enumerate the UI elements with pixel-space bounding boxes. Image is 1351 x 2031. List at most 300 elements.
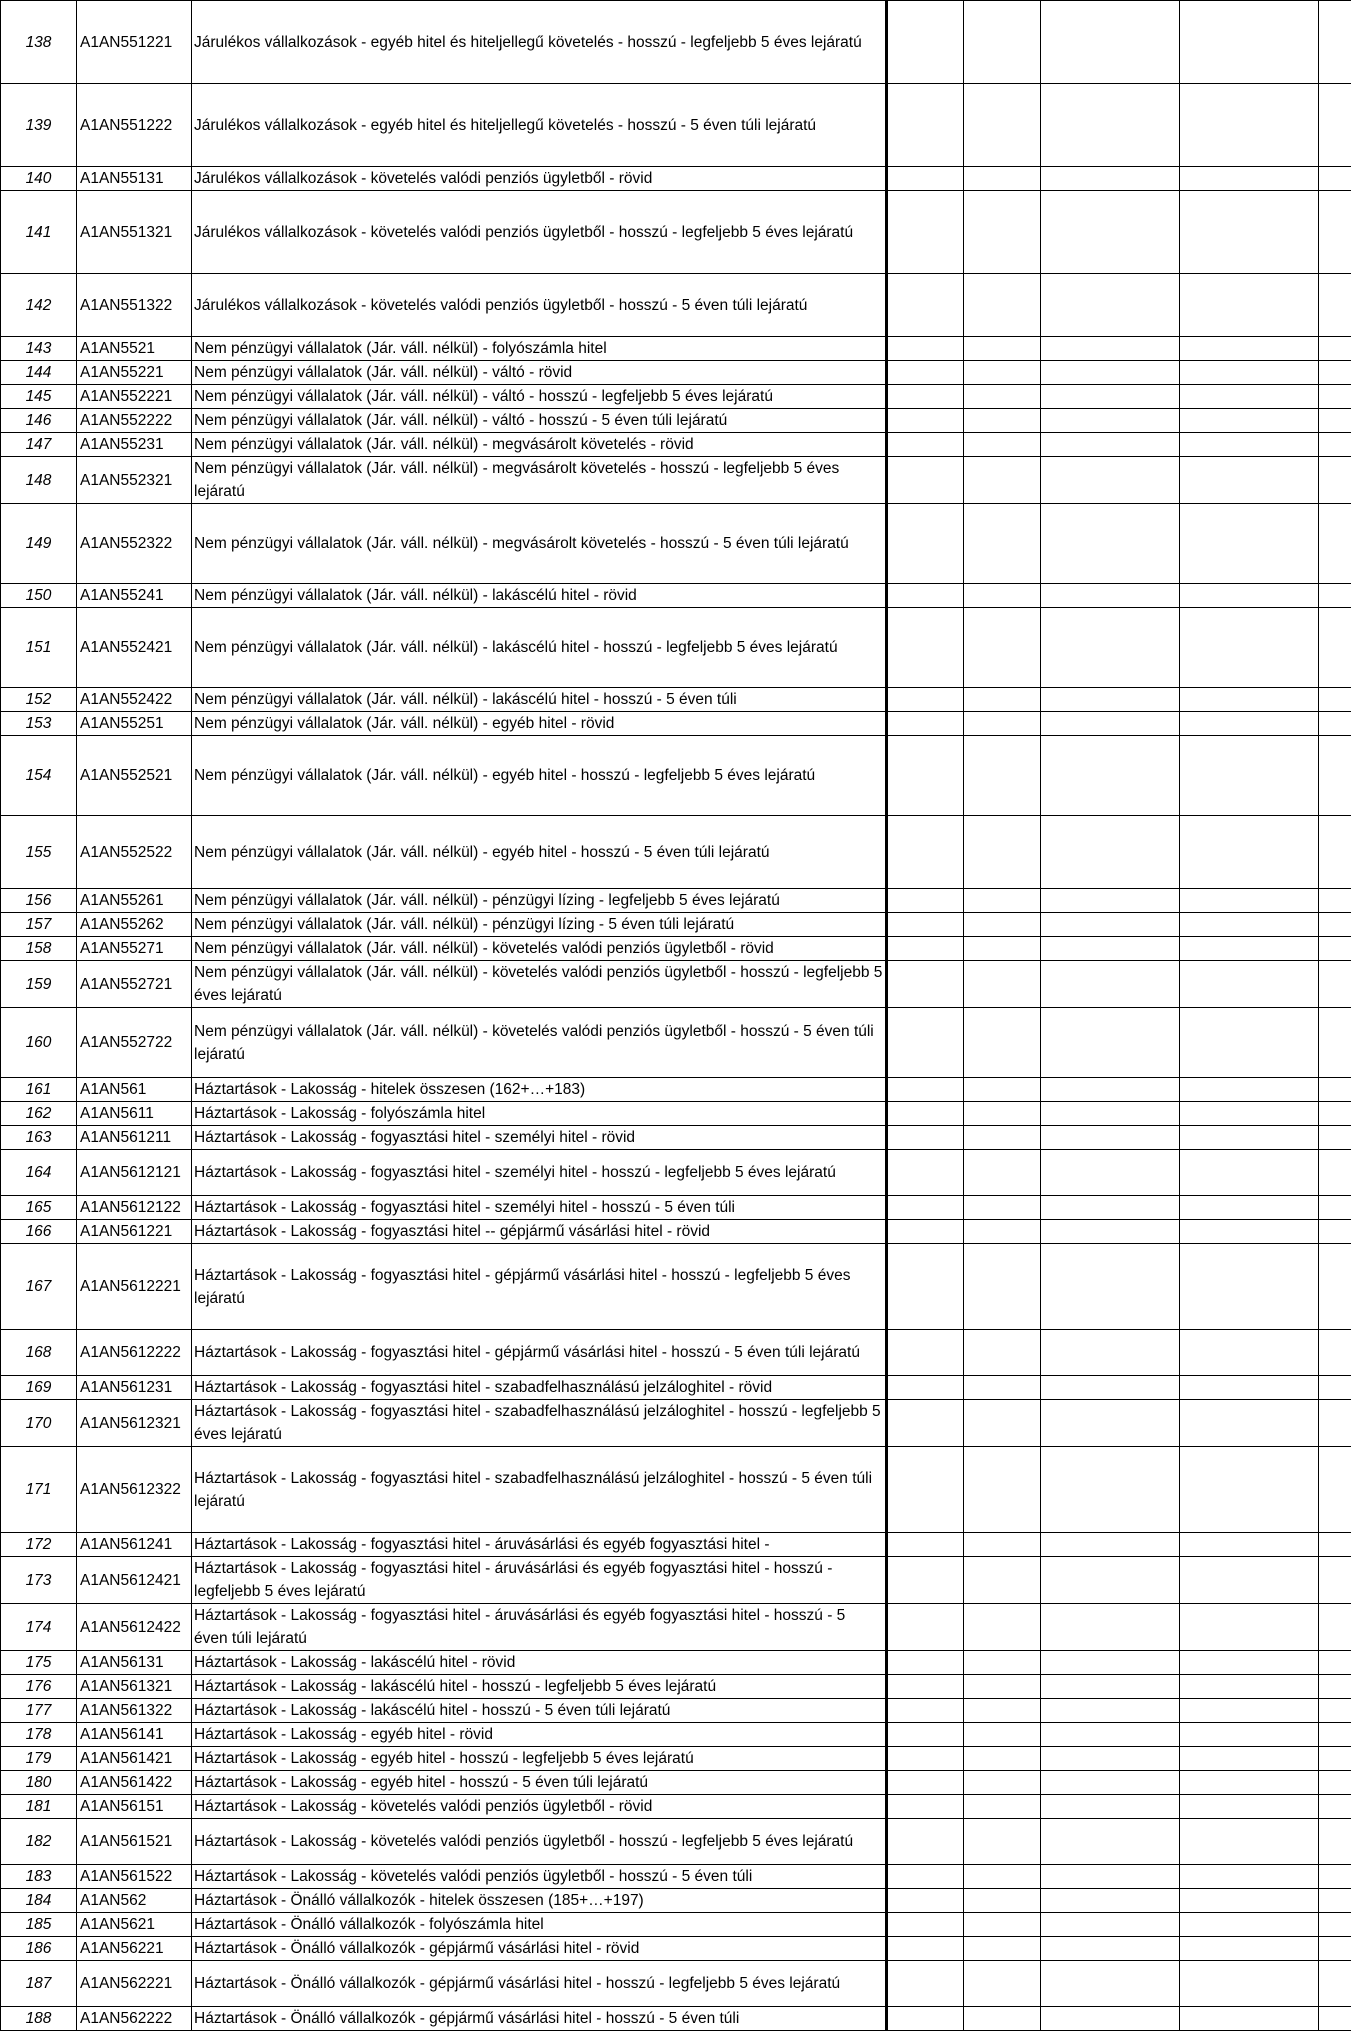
table-row — [1, 167, 1351, 191]
empty-value-cell[interactable] — [1180, 433, 1319, 457]
empty-value-cell[interactable] — [1041, 1651, 1180, 1675]
empty-value-cell[interactable] — [887, 1889, 964, 1913]
empty-value-cell[interactable] — [964, 84, 1041, 167]
empty-value-cell[interactable] — [887, 1008, 964, 1078]
empty-value-cell[interactable] — [1041, 1447, 1180, 1533]
empty-value-cell[interactable] — [887, 608, 964, 688]
empty-value-cell[interactable] — [1319, 1078, 1351, 1102]
empty-value-cell[interactable] — [964, 1126, 1041, 1150]
empty-value-cell[interactable] — [1180, 1795, 1319, 1819]
empty-value-cell[interactable] — [1041, 1819, 1180, 1865]
row-code: A1AN5621 — [77, 1913, 192, 1937]
row-number: 153 — [1, 712, 77, 736]
row-number: 182 — [1, 1819, 77, 1865]
row-code: A1AN562222 — [77, 2007, 192, 2031]
empty-value-cell[interactable] — [1180, 913, 1319, 937]
empty-value-cell[interactable] — [887, 504, 964, 584]
row-code: A1AN55251 — [77, 712, 192, 736]
empty-value-cell[interactable] — [1319, 1533, 1351, 1557]
empty-value-cell[interactable] — [887, 688, 964, 712]
empty-value-cell[interactable] — [1319, 274, 1351, 337]
empty-value-cell[interactable] — [1041, 504, 1180, 584]
empty-value-cell[interactable] — [1180, 457, 1319, 504]
empty-value-cell[interactable] — [1319, 1126, 1351, 1150]
empty-value-cell[interactable] — [964, 1937, 1041, 1961]
empty-value-cell[interactable] — [887, 937, 964, 961]
empty-value-cell[interactable] — [964, 1913, 1041, 1937]
empty-value-cell[interactable] — [964, 1150, 1041, 1196]
empty-value-cell[interactable] — [1041, 433, 1180, 457]
empty-value-cell[interactable] — [1180, 1078, 1319, 1102]
empty-value-cell[interactable] — [1041, 889, 1180, 913]
empty-value-cell[interactable] — [1041, 191, 1180, 274]
empty-value-cell[interactable] — [1180, 1, 1319, 84]
empty-value-cell[interactable] — [1041, 337, 1180, 361]
empty-value-cell[interactable] — [887, 1723, 964, 1747]
empty-value-cell[interactable] — [887, 1126, 964, 1150]
empty-value-cell[interactable] — [887, 584, 964, 608]
empty-value-cell[interactable] — [887, 1400, 964, 1447]
empty-value-cell[interactable] — [887, 736, 964, 816]
empty-value-cell[interactable] — [887, 337, 964, 361]
empty-value-cell[interactable] — [1319, 1102, 1351, 1126]
empty-value-cell[interactable] — [1180, 167, 1319, 191]
empty-value-cell[interactable] — [1180, 1604, 1319, 1651]
row-number: 160 — [1, 1008, 77, 1078]
row-code: A1AN552422 — [77, 688, 192, 712]
empty-value-cell[interactable] — [1041, 1126, 1180, 1150]
empty-value-cell[interactable] — [964, 1533, 1041, 1557]
empty-value-cell[interactable] — [1041, 736, 1180, 816]
empty-value-cell[interactable] — [1180, 337, 1319, 361]
empty-value-cell[interactable] — [1319, 409, 1351, 433]
empty-value-cell[interactable] — [1041, 167, 1180, 191]
empty-value-cell[interactable] — [887, 1330, 964, 1376]
empty-value-cell[interactable] — [1041, 1771, 1180, 1795]
empty-value-cell[interactable] — [1180, 1102, 1319, 1126]
empty-value-cell[interactable] — [964, 1008, 1041, 1078]
empty-value-cell[interactable] — [964, 816, 1041, 889]
empty-value-cell[interactable] — [887, 1604, 964, 1651]
empty-value-cell[interactable] — [964, 584, 1041, 608]
empty-value-cell[interactable] — [1041, 1533, 1180, 1557]
row-code: A1AN552222 — [77, 409, 192, 433]
empty-value-cell[interactable] — [964, 1675, 1041, 1699]
empty-value-cell[interactable] — [1319, 1150, 1351, 1196]
row-description: Nem pénzügyi vállalatok (Jár. váll. nélkül) - megvásárolt követelés - hosszú - legfeljebb 5 éves lejáratú — [192, 457, 887, 504]
empty-value-cell[interactable] — [1319, 1196, 1351, 1220]
empty-value-cell[interactable] — [887, 961, 964, 1008]
empty-value-cell[interactable] — [1041, 688, 1180, 712]
empty-value-cell[interactable] — [1319, 913, 1351, 937]
empty-value-cell[interactable] — [1180, 608, 1319, 688]
row-code: A1AN552722 — [77, 1008, 192, 1078]
empty-value-cell[interactable] — [1319, 1604, 1351, 1651]
empty-value-cell[interactable] — [1041, 1675, 1180, 1699]
empty-value-cell[interactable] — [1041, 816, 1180, 889]
empty-value-cell[interactable] — [887, 191, 964, 274]
row-description: Nem pénzügyi vállalatok (Jár. váll. nélkül) - egyéb hitel - hosszú - legfeljebb 5 éves lejáratú — [192, 736, 887, 816]
empty-value-cell[interactable] — [1041, 1937, 1180, 1961]
table-row — [1, 337, 1351, 361]
empty-value-cell[interactable] — [1180, 1889, 1319, 1913]
empty-value-cell[interactable] — [1180, 736, 1319, 816]
empty-value-cell[interactable] — [964, 889, 1041, 913]
empty-value-cell[interactable] — [1319, 1557, 1351, 1604]
empty-value-cell[interactable] — [1041, 608, 1180, 688]
empty-value-cell[interactable] — [1180, 1675, 1319, 1699]
empty-value-cell[interactable] — [887, 1533, 964, 1557]
empty-value-cell[interactable] — [1319, 337, 1351, 361]
empty-value-cell[interactable] — [1041, 457, 1180, 504]
empty-value-cell[interactable] — [1319, 191, 1351, 274]
empty-value-cell[interactable] — [1319, 961, 1351, 1008]
row-number: 162 — [1, 1102, 77, 1126]
empty-value-cell[interactable] — [1180, 1196, 1319, 1220]
empty-value-cell[interactable] — [964, 457, 1041, 504]
empty-value-cell[interactable] — [1319, 1795, 1351, 1819]
row-description: Járulékos vállalkozások - követelés valódi penziós ügyletből - hosszú - legfeljebb 5 éves lejáratú — [192, 191, 887, 274]
empty-value-cell[interactable] — [1041, 1604, 1180, 1651]
empty-value-cell[interactable] — [887, 84, 964, 167]
empty-value-cell[interactable] — [964, 736, 1041, 816]
empty-value-cell[interactable] — [1041, 1961, 1180, 2007]
empty-value-cell[interactable] — [964, 1651, 1041, 1675]
empty-value-cell[interactable] — [964, 1795, 1041, 1819]
row-code: A1AN551322 — [77, 274, 192, 337]
empty-value-cell[interactable] — [1319, 712, 1351, 736]
empty-value-cell[interactable] — [1180, 1865, 1319, 1889]
empty-value-cell[interactable] — [1319, 1244, 1351, 1330]
empty-value-cell[interactable] — [887, 1244, 964, 1330]
empty-value-cell[interactable] — [1180, 1723, 1319, 1747]
row-number: 155 — [1, 816, 77, 889]
empty-value-cell[interactable] — [887, 385, 964, 409]
empty-value-cell[interactable] — [964, 608, 1041, 688]
empty-value-cell[interactable] — [964, 385, 1041, 409]
empty-value-cell[interactable] — [964, 1865, 1041, 1889]
empty-value-cell[interactable] — [1041, 385, 1180, 409]
empty-value-cell[interactable] — [1319, 1220, 1351, 1244]
empty-value-cell[interactable] — [1041, 1865, 1180, 1889]
empty-value-cell[interactable] — [1180, 889, 1319, 913]
empty-value-cell[interactable] — [964, 1771, 1041, 1795]
empty-value-cell[interactable] — [1180, 1376, 1319, 1400]
empty-value-cell[interactable] — [887, 1, 964, 84]
empty-value-cell[interactable] — [964, 167, 1041, 191]
empty-value-cell[interactable] — [1041, 1220, 1180, 1244]
empty-value-cell[interactable] — [1041, 274, 1180, 337]
empty-value-cell[interactable] — [1180, 1447, 1319, 1533]
empty-value-cell[interactable] — [1319, 584, 1351, 608]
empty-value-cell[interactable] — [887, 1078, 964, 1102]
empty-value-cell[interactable] — [964, 361, 1041, 385]
empty-value-cell[interactable] — [887, 1819, 964, 1865]
table-row — [1, 816, 1351, 889]
row-description: Háztartások - Lakosság - fogyasztási hitel - gépjármű vásárlási hitel - hosszú - 5 éven túli lejáratú — [192, 1330, 887, 1376]
empty-value-cell[interactable] — [1180, 1126, 1319, 1150]
empty-value-cell[interactable] — [887, 1376, 964, 1400]
empty-value-cell[interactable] — [887, 1675, 964, 1699]
empty-value-cell[interactable] — [1180, 1330, 1319, 1376]
empty-value-cell[interactable] — [964, 1220, 1041, 1244]
empty-value-cell[interactable] — [1319, 1889, 1351, 1913]
row-code: A1AN561522 — [77, 1865, 192, 1889]
empty-value-cell[interactable] — [1041, 1913, 1180, 1937]
empty-value-cell[interactable] — [1041, 712, 1180, 736]
empty-value-cell[interactable] — [887, 913, 964, 937]
empty-value-cell[interactable] — [1180, 1699, 1319, 1723]
empty-value-cell[interactable] — [1319, 1937, 1351, 1961]
empty-value-cell[interactable] — [1041, 409, 1180, 433]
empty-value-cell[interactable] — [1041, 1008, 1180, 1078]
empty-value-cell[interactable] — [887, 1771, 964, 1795]
row-description: Háztartások - Önálló vállalkozók - gépjármű vásárlási hitel - hosszú - legfeljebb 5 éves lejáratú — [192, 1961, 887, 2007]
empty-value-cell[interactable] — [1180, 1400, 1319, 1447]
row-code: A1AN561241 — [77, 1533, 192, 1557]
empty-value-cell[interactable] — [1180, 1533, 1319, 1557]
empty-value-cell[interactable] — [1180, 816, 1319, 889]
empty-value-cell[interactable] — [964, 1723, 1041, 1747]
empty-value-cell[interactable] — [1319, 1447, 1351, 1533]
empty-value-cell[interactable] — [887, 433, 964, 457]
empty-value-cell[interactable] — [964, 433, 1041, 457]
row-description: Háztartások - Lakosság - fogyasztási hitel - személyi hitel - hosszú - 5 éven túli — [192, 1196, 887, 1220]
empty-value-cell[interactable] — [887, 1937, 964, 1961]
empty-value-cell[interactable] — [1180, 1771, 1319, 1795]
empty-value-cell[interactable] — [1041, 361, 1180, 385]
row-code: A1AN562 — [77, 1889, 192, 1913]
empty-value-cell[interactable] — [1319, 1008, 1351, 1078]
empty-value-cell[interactable] — [1041, 1400, 1180, 1447]
empty-value-cell[interactable] — [1041, 1102, 1180, 1126]
empty-value-cell[interactable] — [887, 167, 964, 191]
empty-value-cell[interactable] — [1180, 937, 1319, 961]
empty-value-cell[interactable] — [1041, 1557, 1180, 1604]
row-code: A1AN55271 — [77, 937, 192, 961]
empty-value-cell[interactable] — [1180, 1150, 1319, 1196]
empty-value-cell[interactable] — [964, 1400, 1041, 1447]
empty-value-cell[interactable] — [887, 1150, 964, 1196]
empty-value-cell[interactable] — [887, 1220, 964, 1244]
empty-value-cell[interactable] — [1180, 584, 1319, 608]
empty-value-cell[interactable] — [1041, 1330, 1180, 1376]
empty-value-cell[interactable] — [1319, 1771, 1351, 1795]
empty-value-cell[interactable] — [887, 1651, 964, 1675]
row-number: 178 — [1, 1723, 77, 1747]
empty-value-cell[interactable] — [1319, 1723, 1351, 1747]
empty-value-cell[interactable] — [1319, 1699, 1351, 1723]
row-number: 139 — [1, 84, 77, 167]
row-code: A1AN5612421 — [77, 1557, 192, 1604]
empty-value-cell[interactable] — [887, 1699, 964, 1723]
table-row — [1, 409, 1351, 433]
empty-value-cell[interactable] — [1319, 504, 1351, 584]
row-code: A1AN5612321 — [77, 1400, 192, 1447]
empty-value-cell[interactable] — [1180, 1819, 1319, 1865]
empty-value-cell[interactable] — [887, 1961, 964, 2007]
empty-value-cell[interactable] — [1319, 1400, 1351, 1447]
empty-value-cell[interactable] — [1180, 504, 1319, 584]
empty-value-cell[interactable] — [1319, 1330, 1351, 1376]
row-description: Háztartások - Lakosság - egyéb hitel - rövid — [192, 1723, 887, 1747]
empty-value-cell[interactable] — [1180, 1008, 1319, 1078]
empty-value-cell[interactable] — [1319, 1865, 1351, 1889]
row-description: Háztartások - Lakosság - fogyasztási hitel - személyi hitel - hosszú - legfeljebb 5 éves lejáratú — [192, 1150, 887, 1196]
empty-value-cell[interactable] — [1180, 274, 1319, 337]
empty-value-cell[interactable] — [1319, 1747, 1351, 1771]
empty-value-cell[interactable] — [964, 337, 1041, 361]
row-number: 168 — [1, 1330, 77, 1376]
row-code: A1AN561422 — [77, 1771, 192, 1795]
empty-value-cell[interactable] — [1041, 913, 1180, 937]
empty-value-cell[interactable] — [887, 1557, 964, 1604]
empty-value-cell[interactable] — [1041, 1196, 1180, 1220]
empty-value-cell[interactable] — [964, 1078, 1041, 1102]
empty-value-cell[interactable] — [887, 457, 964, 504]
empty-value-cell[interactable] — [1319, 937, 1351, 961]
empty-value-cell[interactable] — [964, 1819, 1041, 1865]
row-code: A1AN56141 — [77, 1723, 192, 1747]
empty-value-cell[interactable] — [1180, 1651, 1319, 1675]
empty-value-cell[interactable] — [964, 1699, 1041, 1723]
empty-value-cell[interactable] — [964, 1196, 1041, 1220]
row-description: Nem pénzügyi vállalatok (Jár. váll. nélkül) - követelés valódi penziós ügyletből - hosszú - legfeljebb 5 éves lejáratú — [192, 961, 887, 1008]
empty-value-cell[interactable] — [1180, 1913, 1319, 1937]
empty-value-cell[interactable] — [964, 913, 1041, 937]
row-description: Háztartások - Lakosság - követelés valódi penziós ügyletből - rövid — [192, 1795, 887, 1819]
empty-value-cell[interactable] — [964, 1889, 1041, 1913]
table-row — [1, 84, 1351, 167]
empty-value-cell[interactable] — [1319, 816, 1351, 889]
empty-value-cell[interactable] — [1180, 688, 1319, 712]
table-row — [1, 1447, 1351, 1533]
empty-value-cell[interactable] — [964, 1961, 1041, 2007]
empty-value-cell[interactable] — [1319, 457, 1351, 504]
empty-value-cell[interactable] — [1319, 385, 1351, 409]
empty-value-cell[interactable] — [1041, 584, 1180, 608]
empty-value-cell[interactable] — [964, 1376, 1041, 1400]
empty-value-cell[interactable] — [964, 1557, 1041, 1604]
empty-value-cell[interactable] — [1319, 1675, 1351, 1699]
row-description: Nem pénzügyi vállalatok (Jár. váll. nélkül) - váltó - hosszú - legfeljebb 5 éves lejáratú — [192, 385, 887, 409]
empty-value-cell[interactable] — [887, 1447, 964, 1533]
empty-value-cell[interactable] — [887, 816, 964, 889]
empty-value-cell[interactable] — [1180, 712, 1319, 736]
row-description: Háztartások - Lakosság - hitelek összesen (162+…+183) — [192, 1078, 887, 1102]
empty-value-cell[interactable] — [1319, 1961, 1351, 2007]
row-number: 188 — [1, 2007, 77, 2031]
empty-value-cell[interactable] — [1319, 688, 1351, 712]
empty-value-cell[interactable] — [964, 937, 1041, 961]
empty-value-cell[interactable] — [1180, 1961, 1319, 2007]
empty-value-cell[interactable] — [1180, 409, 1319, 433]
empty-value-cell[interactable] — [964, 1747, 1041, 1771]
row-description: Nem pénzügyi vállalatok (Jár. váll. nélkül) - váltó - rövid — [192, 361, 887, 385]
empty-value-cell[interactable] — [1180, 84, 1319, 167]
empty-value-cell[interactable] — [1319, 1819, 1351, 1865]
table-row — [1, 504, 1351, 584]
empty-value-cell[interactable] — [1180, 1220, 1319, 1244]
empty-value-cell[interactable] — [1041, 84, 1180, 167]
empty-value-cell[interactable] — [1041, 937, 1180, 961]
empty-value-cell[interactable] — [1041, 1, 1180, 84]
row-number: 140 — [1, 167, 77, 191]
empty-value-cell[interactable] — [887, 1913, 964, 1937]
empty-value-cell[interactable] — [1180, 1747, 1319, 1771]
empty-value-cell[interactable] — [964, 504, 1041, 584]
empty-value-cell[interactable] — [1319, 608, 1351, 688]
empty-value-cell[interactable] — [887, 1865, 964, 1889]
empty-value-cell[interactable] — [964, 1447, 1041, 1533]
empty-value-cell[interactable] — [964, 712, 1041, 736]
empty-value-cell[interactable] — [1041, 961, 1180, 1008]
empty-value-cell[interactable] — [964, 1244, 1041, 1330]
empty-value-cell[interactable] — [1319, 1913, 1351, 1937]
empty-value-cell[interactable] — [964, 1102, 1041, 1126]
empty-value-cell[interactable] — [1319, 1, 1351, 84]
empty-value-cell[interactable] — [1041, 1244, 1180, 1330]
empty-value-cell[interactable] — [1180, 961, 1319, 1008]
empty-value-cell[interactable] — [964, 688, 1041, 712]
empty-value-cell[interactable] — [1041, 1889, 1180, 1913]
empty-value-cell[interactable] — [1180, 385, 1319, 409]
empty-value-cell[interactable] — [964, 1, 1041, 84]
empty-value-cell[interactable] — [1319, 736, 1351, 816]
empty-value-cell[interactable] — [1180, 361, 1319, 385]
empty-value-cell[interactable] — [964, 1604, 1041, 1651]
table-row — [1, 1937, 1351, 1961]
empty-value-cell[interactable] — [887, 274, 964, 337]
empty-value-cell[interactable] — [887, 712, 964, 736]
empty-value-cell[interactable] — [887, 1795, 964, 1819]
empty-value-cell[interactable] — [1180, 1937, 1319, 1961]
empty-value-cell[interactable] — [1041, 1795, 1180, 1819]
empty-value-cell[interactable] — [1319, 1651, 1351, 1675]
empty-value-cell[interactable] — [1041, 1699, 1180, 1723]
empty-value-cell[interactable] — [1041, 1078, 1180, 1102]
empty-value-cell[interactable] — [1319, 433, 1351, 457]
row-description: Háztartások - Lakosság - fogyasztási hitel - gépjármű vásárlási hitel - hosszú - legfeljebb 5 éves lejáratú — [192, 1244, 887, 1330]
empty-value-cell[interactable] — [964, 274, 1041, 337]
empty-value-cell[interactable] — [1319, 889, 1351, 913]
empty-value-cell[interactable] — [1319, 84, 1351, 167]
empty-value-cell[interactable] — [887, 889, 964, 913]
empty-value-cell[interactable] — [1180, 1244, 1319, 1330]
empty-value-cell[interactable] — [964, 409, 1041, 433]
empty-value-cell[interactable] — [964, 191, 1041, 274]
empty-value-cell[interactable] — [1041, 1723, 1180, 1747]
empty-value-cell[interactable] — [887, 1196, 964, 1220]
empty-value-cell[interactable] — [1041, 1150, 1180, 1196]
row-code: A1AN5612422 — [77, 1604, 192, 1651]
empty-value-cell[interactable] — [887, 409, 964, 433]
empty-value-cell[interactable] — [1041, 1376, 1180, 1400]
empty-value-cell[interactable] — [1319, 1376, 1351, 1400]
empty-value-cell[interactable] — [887, 361, 964, 385]
empty-value-cell[interactable] — [964, 961, 1041, 1008]
empty-value-cell[interactable] — [1319, 167, 1351, 191]
empty-value-cell[interactable] — [887, 1102, 964, 1126]
row-code: A1AN561221 — [77, 1220, 192, 1244]
empty-value-cell[interactable] — [1180, 191, 1319, 274]
empty-value-cell[interactable] — [887, 1747, 964, 1771]
empty-value-cell[interactable] — [1180, 1557, 1319, 1604]
row-code: A1AN561421 — [77, 1747, 192, 1771]
empty-value-cell[interactable] — [1041, 1747, 1180, 1771]
empty-value-cell[interactable] — [1319, 361, 1351, 385]
empty-value-cell[interactable] — [964, 1330, 1041, 1376]
